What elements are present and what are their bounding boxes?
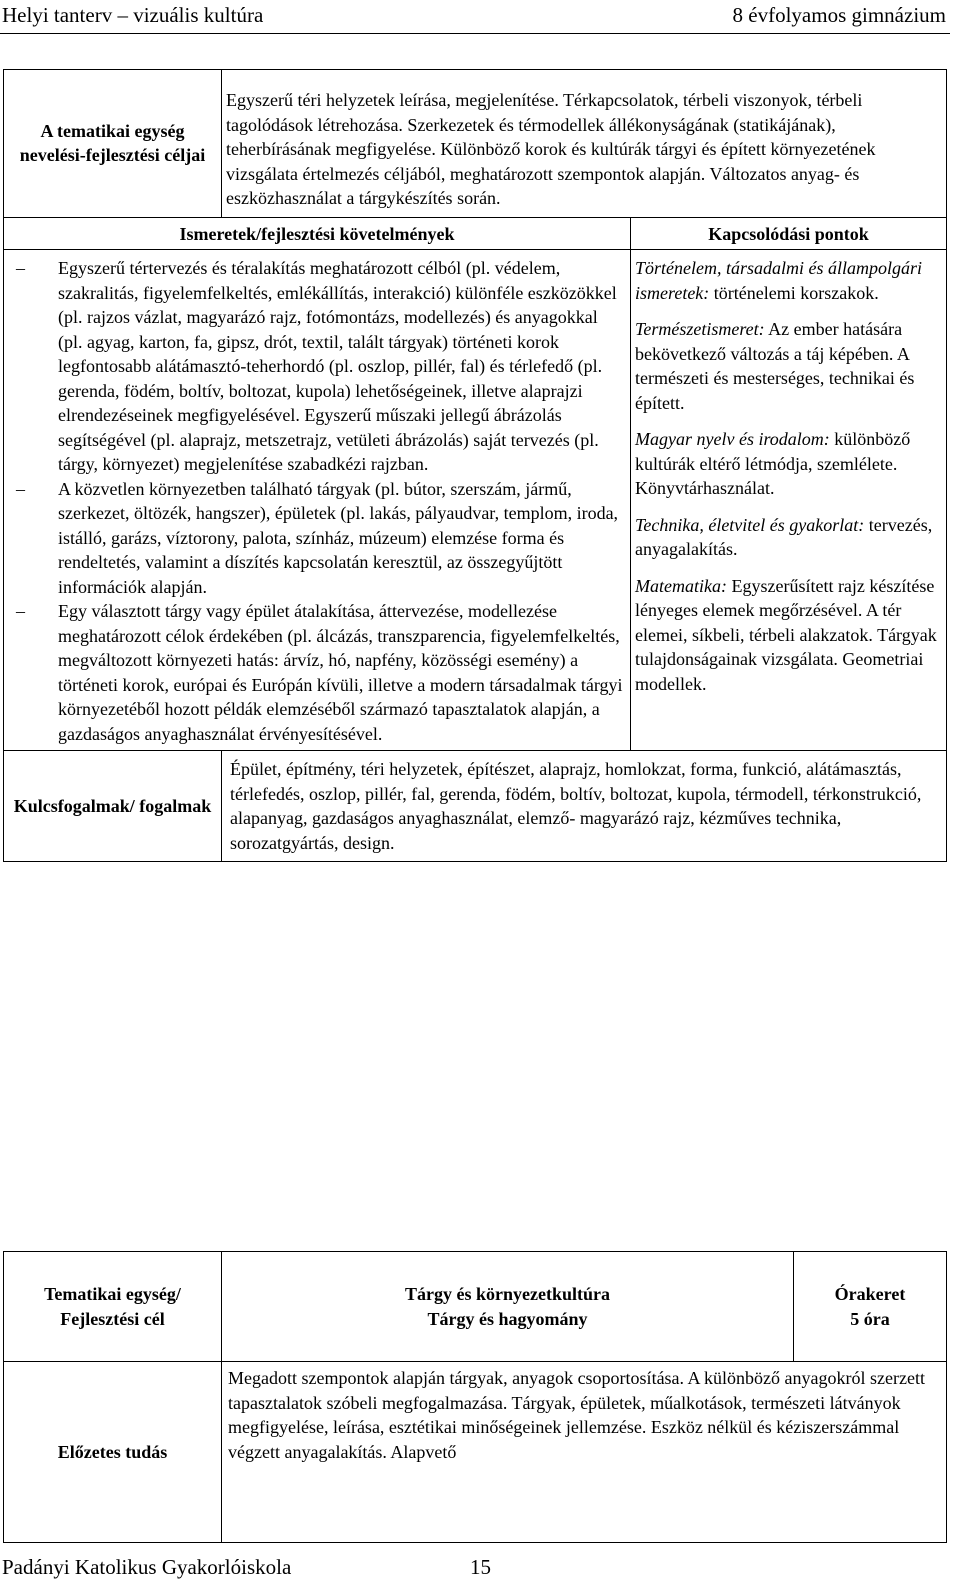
keywords-label: Kulcsfogalmak/ fogalmak (4, 751, 222, 862)
connection-math: Matematika: Egyszerűsített rajz készítése lényeges elemek megőrzésével. A tér elemei, síkbeli, térbeli alakzatok. Tárgyak tulajdonságainak vizsgálata. Geometriai modellek. (635, 575, 937, 694)
dash-bullet: – (16, 258, 25, 278)
dash-bullet: – (16, 601, 25, 621)
hours-value: 5 óra (850, 1308, 890, 1329)
unit-label: Tematikai egység/ Fejlesztési cél (4, 1252, 222, 1362)
goal-text: Egyszerű téri helyzetek leírása, megjelenítése. Térkapcsolatok, térbeli viszonyok, térbeli tagolódások létrehozása. Szerkezetek és térmodellek állékonyságának (statikájának), teherbírásának megfigyelése. Különböző korok és kultúrák tárgyi és épített környezetének vizsgálata értelmezés céljából, meghatározott szempontok alapján. Változatos anyag- és eszközhasználat a tárgykészítés során. (222, 70, 947, 218)
requirement-item: – Egyszerű tértervezés és téralakítás meghatározott célból (pl. védelem, szakralitás, figyelemfelkeltés, emlékállítás, interakció) különféle eszközökkel (pl. rajzos vázlat, magyarázó rajz, fotómontázs, modellezés) és anyagokkal (pl. agyag, karton, fa, gipsz, drót, textil, talált tárgyak) történeti korok legfontosabb alátámasztó-teherhordó (pl. oszlop, pillér, fal) és térlefedő (pl. gerenda, födém, boltív, boltozat, kupola) lehetőségeinek, illetve alaprajzi elrendezéseinek megfigyelésével. Egyszerű műszaki jellegű ábrázolás segítségével (pl. alaprajz, metszetrajz, vetületi ábrázolás) saját tervezés (pl. tárgy, környezet) megjelenítése szabadkézi rajzban. (16, 258, 617, 474)
header-right: 8 évfolyamos gimnázium (732, 3, 946, 27)
prereq-label: Előzetes tudás (4, 1362, 222, 1543)
connections-header: Kapcsolódási pontok (631, 217, 947, 250)
connection-science: Természetismeret: Az ember hatására bekövetkező változás a táj képében. A természeti és mesterséges, technikai és épített. (635, 319, 915, 413)
header-divider (0, 33, 950, 34)
requirement-item: – Egy választott tárgy vagy épület átalakítása, áttervezése, modellezése meghatározott célok érdekében (pl. álcázás, transzparencia, figyelemfelkeltés, megváltozott környezeti hatás: árvíz, hó, napfény, közösségi esemény) a történeti korok, európai és Európán kívüli, illetve a modern társadalmak tárgyi környezetéből hozott példák elemzéséből származó tapasztalatok alapján, a gazdaságos anyaghasználat érvényesítésével. (16, 601, 623, 744)
requirements-header: Ismeretek/fejlesztési követelmények (4, 217, 631, 250)
header-left: Helyi tanterv – vizuális kultúra (2, 3, 264, 27)
hours-cell (794, 1252, 947, 1362)
unit-title-line2: Tárgy és hagyomány (427, 1308, 588, 1329)
hours-label: Órakeret (834, 1284, 906, 1304)
connection-technics: Technika, életvitel és gyakorlat: tervezés, anyagalakítás. (635, 514, 933, 559)
connection-history: Történelem, társadalmi és állampolgári ismeretek: történelemi korszakok. (635, 258, 922, 303)
connections-cell (631, 250, 947, 751)
keywords-text: Épület, építmény, téri helyzetek, építészet, alaprajz, homlokzat, forma, funkció, alátámasztás, térlefedés, oszlop, pillér, fal, gerenda, födém, boltív, boltozat, kupola, térmodell, térkonstrukció, alapanyag, gazdaságos anyaghasználat, elemző- magyarázó rajz, kézműves technika, sorozatgyártás, design. (222, 751, 947, 862)
unit-title (222, 1252, 794, 1362)
requirements-cell (4, 250, 631, 751)
connection-literature: Magyar nyelv és irodalom: különböző kultúrák eltérő létmódja, szemlélete. Könyvtárhasználat. (635, 429, 911, 498)
unit-table (3, 1251, 947, 1543)
page-number: 15 (470, 1555, 491, 1579)
unit-title-line1: Tárgy és környezetkultúra (405, 1284, 610, 1304)
curriculum-table (3, 69, 947, 862)
requirement-item: – A közvetlen környezetben található tárgyak (pl. bútor, szerszám, jármű, szerkezet, öltözék, hangszer), épületek (pl. lakás, pályaudvar, templom, iroda, istálló, garázs, víztorony, palota, színház, múzeum) elemzése forma és rendeltetés, valamint a díszítés kapcsolatán keresztül, az összegyűjtött információk alapján. (16, 478, 619, 597)
goal-label: A tematikai egység nevelési-fejlesztési céljai (4, 70, 222, 218)
footer-school: Padányi Katolikus Gyakorlóiskola (2, 1555, 292, 1579)
dash-bullet: – (16, 478, 25, 499)
prereq-text: Megadott szempontok alapján tárgyak, anyagok csoportosítása. A különböző anyagokról szerzett tapasztalatok szóbeli megfogalmazása. Tárgyak, épületek, műalkotások, természeti látványok megfigyelése, leírása, esztétikai minőségeinek jellemzése. Eszköz nélkül és kéziszerszámmal végzett anyagalakítás. Alapvető (222, 1362, 947, 1543)
